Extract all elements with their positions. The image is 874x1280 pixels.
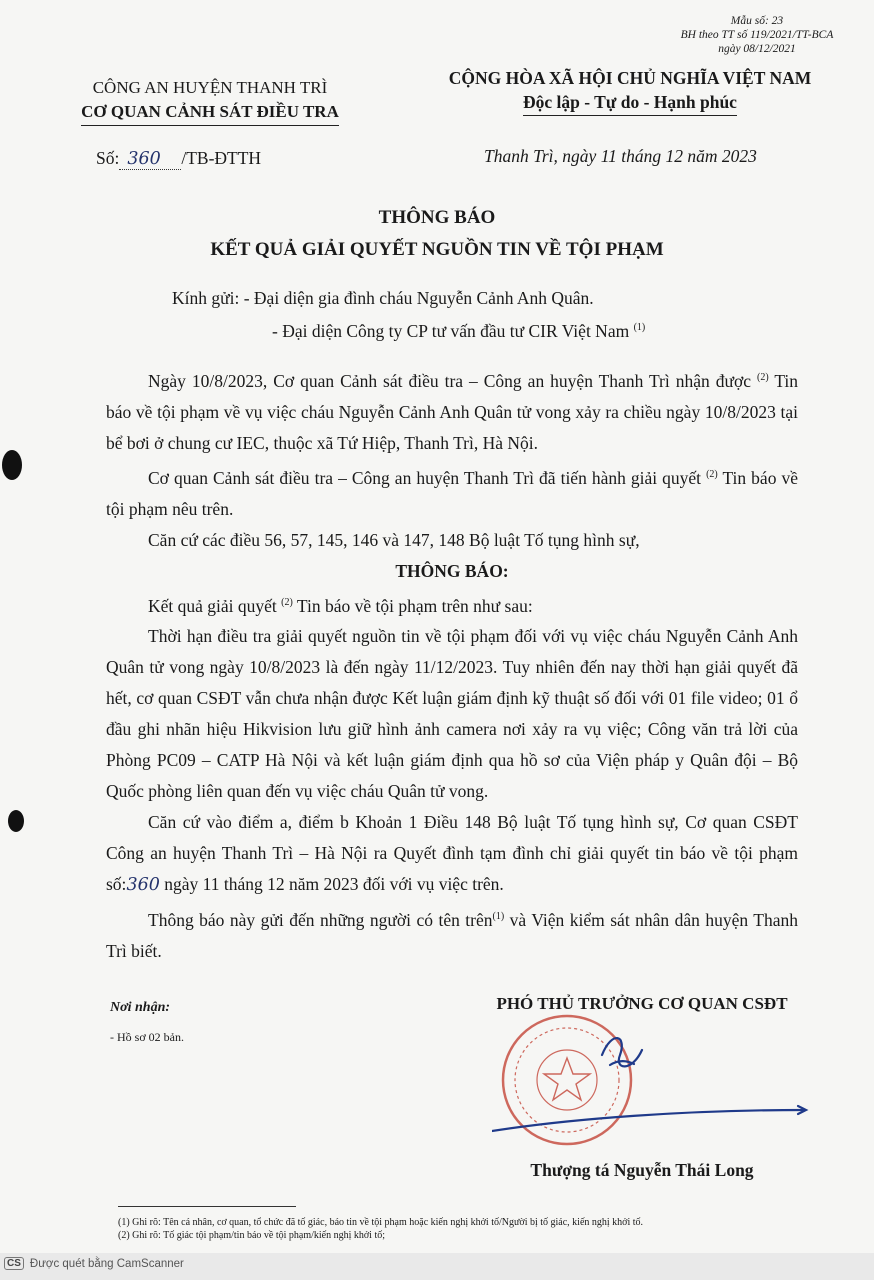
signer-title: PHÓ THỦ TRƯỞNG CƠ QUAN CSĐT — [496, 994, 788, 1013]
signature-strokes — [492, 1038, 806, 1132]
nation-motto: Độc lập - Tự do - Hạnh phúc — [523, 90, 737, 116]
punch-hole-mark — [2, 450, 22, 480]
seal-stamp — [503, 1016, 631, 1144]
footnote-divider — [118, 1206, 296, 1207]
punch-hole-mark — [8, 810, 24, 832]
recipient-1: - Đại diện gia đình cháu Nguyễn Cảnh Anh Quân. — [243, 288, 594, 308]
camscanner-icon: CS — [4, 1257, 24, 1270]
footnote-ref: (1) — [633, 322, 646, 333]
agency-parent: CÔNG AN HUYỆN THANH TRÌ — [92, 78, 328, 97]
agency-name: CƠ QUAN CẢNH SÁT ĐIỀU TRA — [81, 100, 339, 126]
receivers-item: - Hồ sơ 02 bản. — [110, 1030, 185, 1044]
form-regulation: BH theo TT số 119/2021/TT-BCA — [680, 29, 834, 41]
official-seal-and-signature — [492, 1010, 812, 1160]
receivers-label: Nơi nhận: — [110, 1000, 171, 1015]
form-regulation-date: ngày 08/12/2021 — [718, 43, 796, 55]
recipients — [172, 283, 645, 346]
paragraph-5: Thời hạn điều tra giải quyết nguồn tin về tội phạm đối với vụ việc cháu Nguyễn Cảnh Anh Quân tử vong ngày 10/8/2023 là đến ngày 11/12/2023. Tuy nhiên đến nay thời hạn giải quyết đã hết, cơ quan CSĐT vẫn chưa nhận được Kết luận giám định kỹ thuật số đối với 01 file video; 01 ổ đầu ghi nhãn hiệu Hikvision lưu giữ hình ảnh camera nơi xảy ra vụ việc; Công văn trả lời của Phòng PC09 – CATP Hà Nội và kết luận giám định qua hồ sơ của Viện pháp y Quân đội – Bộ Quốc phòng liên quan đến vụ việc cháu Quân tử vong. — [106, 626, 798, 802]
form-number: Mẫu số: 23 — [730, 15, 784, 27]
footnotes — [118, 1216, 643, 1242]
document-body — [106, 362, 798, 967]
paragraph-6: Căn cứ vào điểm a, điểm b Khoản 1 Điều 148 Bộ luật Tố tụng hình sự, Cơ quan CSĐT Công an huyện Thanh Trì – Hà Nội ra Quyết đình tạm đình chỉ giải quyết tin báo về tội phạm số:360 ngày 11 tháng 12 năm 2023 đối với vụ việc trên. — [106, 812, 798, 896]
place-date: Thanh Trì, ngày 11 tháng 12 năm 2023 — [484, 146, 757, 166]
notice-heading: THÔNG BÁO: — [395, 560, 509, 581]
paragraph-3: Căn cứ các điều 56, 57, 145, 146 và 147, 148 Bộ luật Tố tụng hình sự, — [148, 529, 640, 550]
paragraph-2: Cơ quan Cảnh sát điều tra – Công an huyện Thanh Trì đã tiến hành giải quyết $^{(2)}$ Tin báo về tội phạm nêu trên. — [106, 467, 798, 519]
document-title — [0, 202, 874, 266]
paragraph-7: Thông báo này gửi đến những người có tên trên$^{(1)}$ và Viện kiểm sát nhân dân huyện Thanh Trì biết. — [106, 910, 799, 962]
paragraph-4: Kết quả giải quyết $^{(2)}$ Tin báo về tội phạm trên như sau: — [148, 595, 533, 616]
agency-header — [40, 76, 380, 126]
document-number — [96, 148, 261, 170]
paragraph-1: Ngày 10/8/2023, Cơ quan Cảnh sát điều tra – Công an huyện Thanh Trì nhận được $^{(2)}$ Tin báo về tội phạm về vụ việc cháu Nguyễn Cảnh Anh Quân tử vong xảy ra chiều ngày 10/8/2023 tại bể bơi ở chung cư IEC, thuộc xã Tứ Hiệp, Thanh Trì, Hà Nội. — [106, 370, 799, 453]
number-suffix: /TB-ĐTTH — [181, 148, 262, 168]
recipient-2: - Đại diện Công ty CP tư vấn đầu tư CIR Việt Nam — [272, 320, 630, 341]
form-note — [668, 14, 846, 56]
scanner-label: Được quét bằng CamScanner — [29, 1257, 184, 1270]
handwritten-number: 360 — [127, 149, 161, 169]
title-line-1: THÔNG BÁO — [378, 207, 496, 228]
nation-name: CỘNG HÒA XÃ HỘI CHỦ NGHĨA VIỆT NAM — [448, 68, 812, 88]
title-line-2: KẾT QUẢ GIẢI QUYẾT NGUỒN TIN VỀ TỘI PHẠM — [210, 239, 664, 260]
scanner-watermark — [4, 1257, 184, 1270]
footnote-2: (2) Ghi rõ: Tố giác tội phạm/tin báo về tội phạm/kiến nghị khởi tố; — [118, 1230, 386, 1241]
recipients-label: Kính gửi: — [172, 288, 240, 308]
footnote-1: (1) Ghi rõ: Tên cá nhân, cơ quan, tổ chức đã tố giác, báo tin về tội phạm hoặc kiến nghị khởi tố/Người bị tố giác, kiến nghị khởi tố. — [118, 1217, 644, 1228]
handwritten-decision-number: 360 — [126, 875, 160, 896]
signer-name: Thượng tá Nguyễn Thái Long — [530, 1160, 754, 1180]
national-header — [420, 66, 840, 116]
number-prefix: Số: — [96, 148, 120, 168]
